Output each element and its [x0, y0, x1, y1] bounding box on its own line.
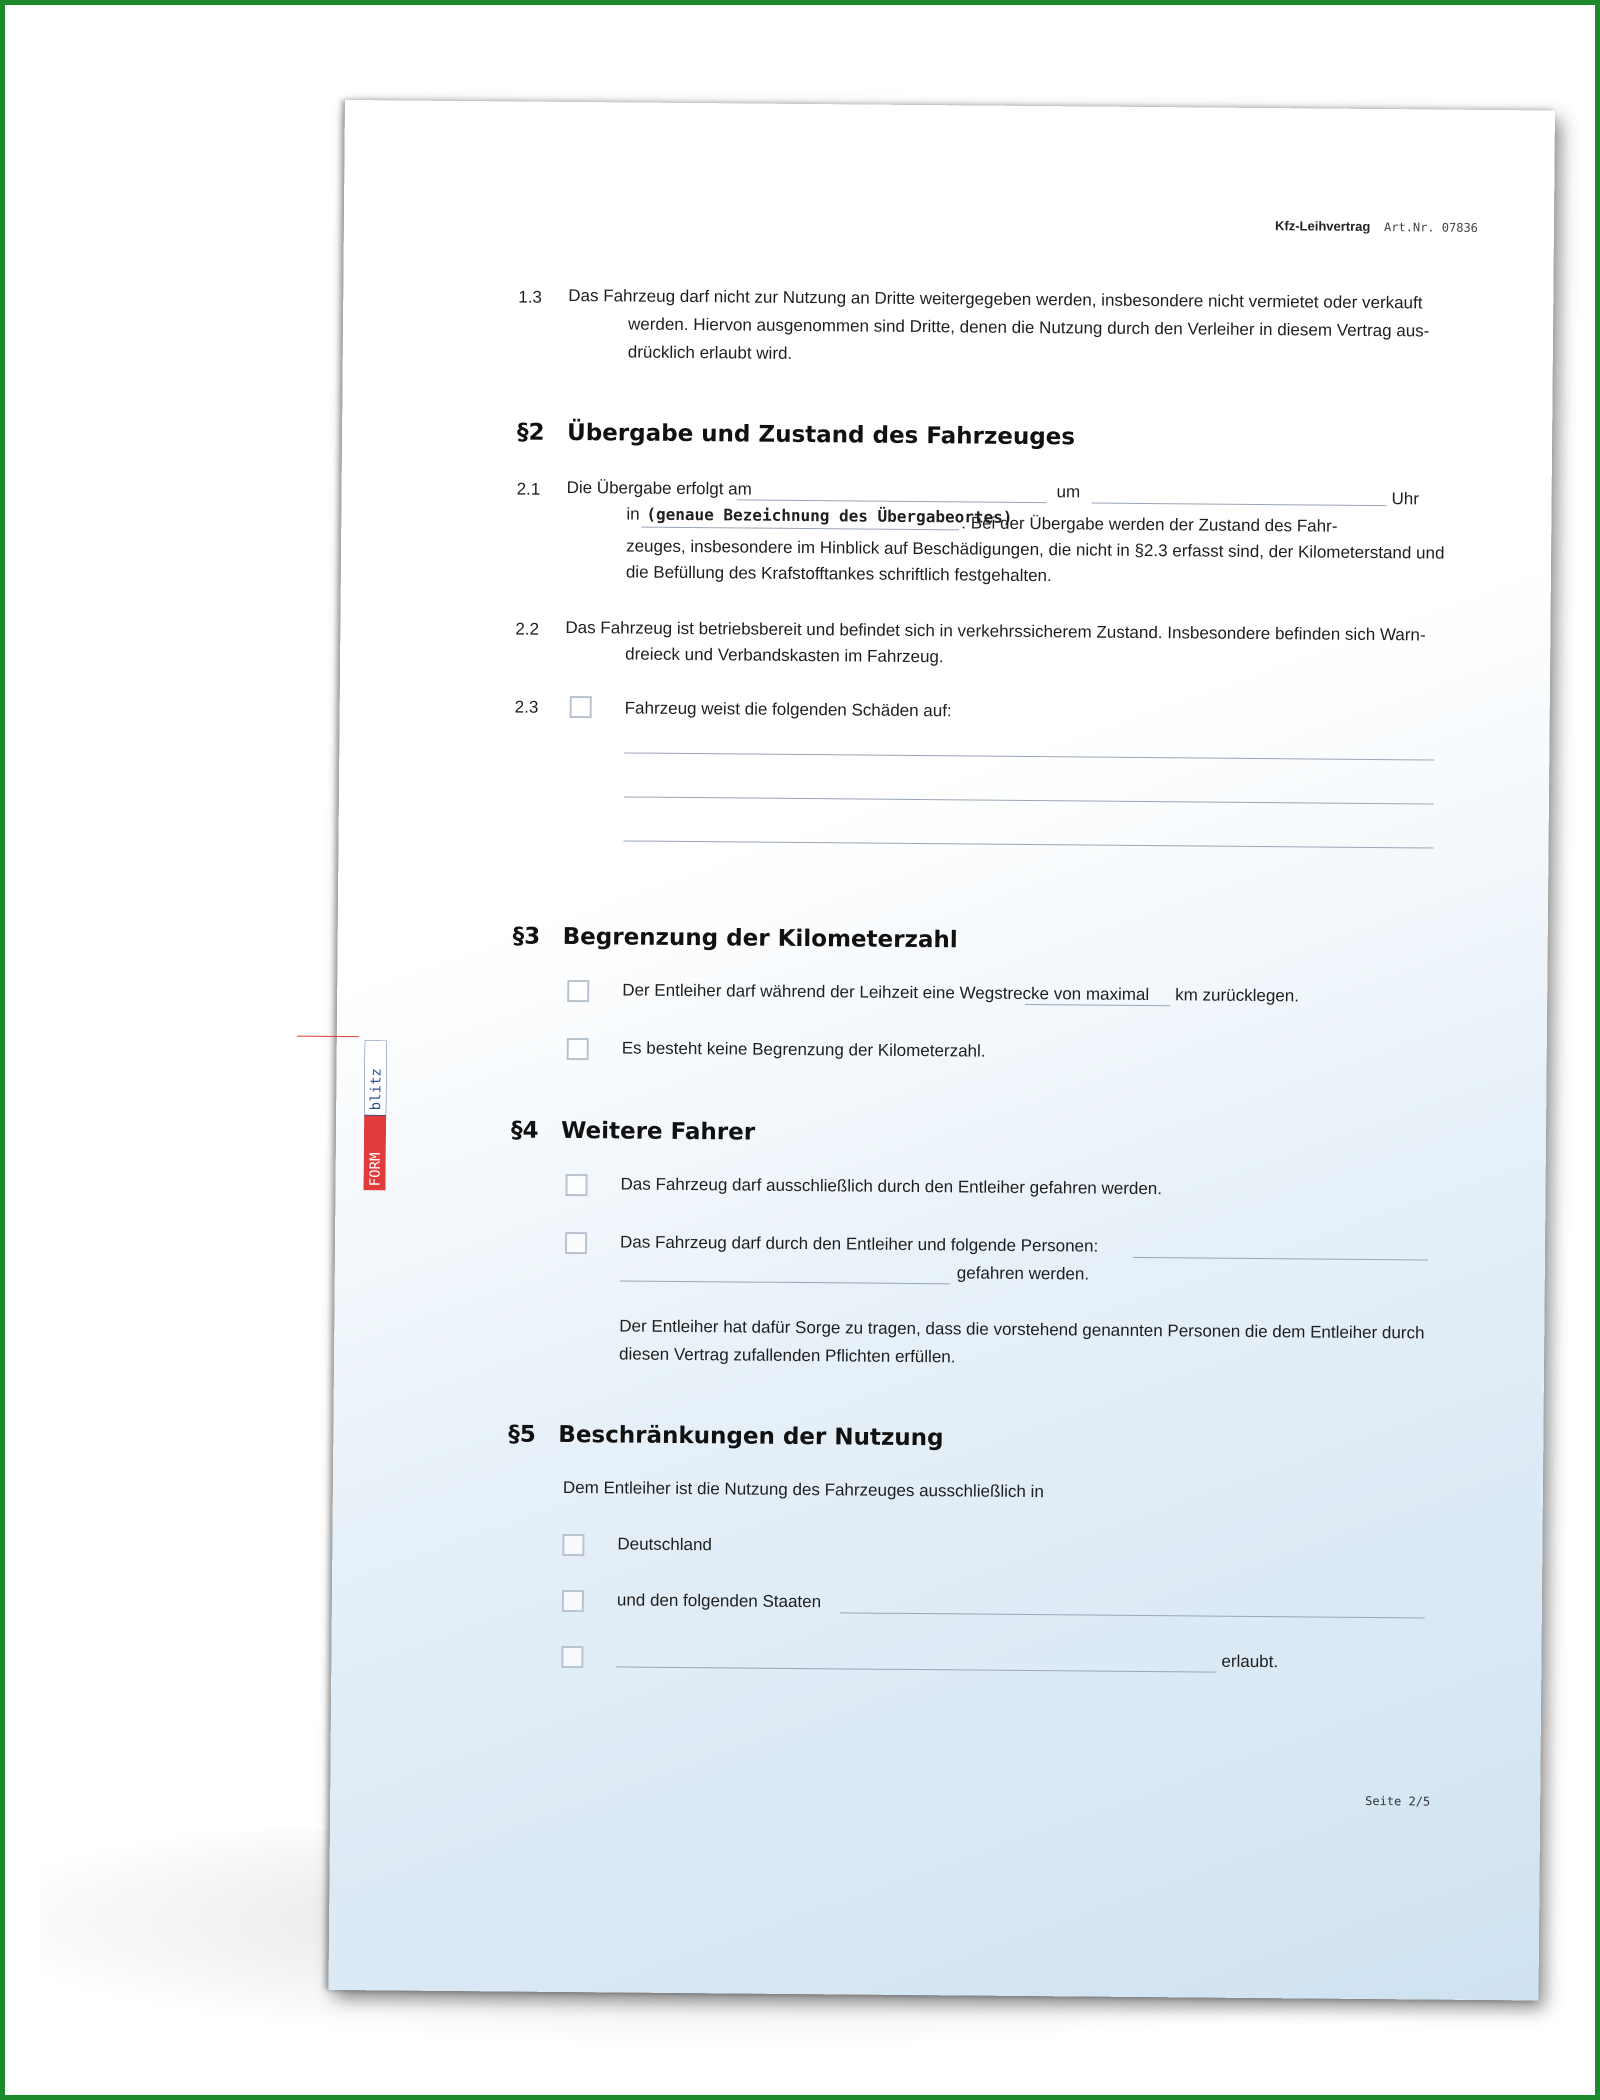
clause-text: zeuges, insbesondere im Hinblick auf Beschädigungen, die nicht in §2.3 erfasst sind, der Kilometerstand und [626, 536, 1445, 563]
document-page [329, 100, 1555, 2000]
damage-checkbox[interactable] [570, 696, 592, 718]
extra-states-checkbox[interactable] [561, 1646, 583, 1668]
clause-text: Fahrzeug weist die folgenden Schäden auf: [624, 698, 952, 721]
option-text: Der Entleiher darf während der Leihzeit eine Wegstrecke von maximal [622, 980, 1150, 1005]
damage-line-3[interactable] [624, 840, 1434, 848]
logo-form-text: FORM [367, 1152, 384, 1187]
damage-line-1[interactable] [624, 752, 1434, 760]
germany-checkbox[interactable] [562, 1534, 584, 1556]
section-heading [513, 923, 958, 953]
other-states-field-2[interactable] [616, 1666, 1216, 1672]
document-header [1275, 218, 1478, 235]
section-heading [508, 1421, 943, 1451]
section-heading [517, 420, 1075, 451]
clause-text: Das Fahrzeug darf nicht zur Nutzung an Dritte weitergegeben werden, insbesondere nicht vermietet oder verkauft [568, 285, 1423, 313]
note-text: diesen Vertrag zufallenden Pflichten erfüllen. [618, 1344, 956, 1367]
page-number: Seite 2/5 [1365, 1793, 1431, 1809]
other-states-field-1[interactable] [840, 1612, 1425, 1618]
clause-text: drücklich erlaubt wird. [627, 342, 793, 363]
logo-blitz-text: blitz [368, 1068, 385, 1111]
option-text: Das Fahrzeug darf durch den Entleiher und folgende Personen: [619, 1232, 1099, 1256]
formblitz-logo [363, 1040, 386, 1190]
section-number: §4 [510, 1117, 539, 1144]
option-text: Es besteht keine Begrenzung der Kilometerzahl. [621, 1038, 986, 1061]
option-text: km zurücklegen. [1175, 985, 1300, 1006]
document-name: Kfz-Leihvertrag [1274, 218, 1371, 234]
clause-number: 2.3 [514, 697, 539, 717]
clause-text: um [1056, 482, 1081, 502]
clause-text: Uhr [1391, 489, 1420, 509]
intro-text: Dem Entleiher ist die Nutzung des Fahrzeuges ausschließlich in [562, 1477, 1044, 1502]
clause-text: Die Übergabe erfolgt am [566, 477, 752, 499]
option-text: Das Fahrzeug darf ausschließlich durch den Entleiher gefahren werden. [620, 1174, 1163, 1199]
clause-number: 2.1 [516, 479, 541, 499]
section-heading [511, 1117, 755, 1145]
additional-drivers-field-2[interactable] [620, 1280, 950, 1284]
clause-text: die Befüllung des Krafstofftankes schriftlich festgehalten. [625, 562, 1052, 586]
option-text: Deutschland [617, 1534, 713, 1555]
option-text: gefahren werden. [956, 1263, 1090, 1284]
damage-line-2[interactable] [624, 796, 1434, 804]
no-km-limit-checkbox[interactable] [567, 1038, 589, 1060]
option-text: und den folgenden Staaten [616, 1590, 822, 1612]
section-number: §3 [512, 923, 541, 950]
additional-drivers-field-1[interactable] [1133, 1257, 1428, 1261]
article-number: Art.Nr. 07836 [1383, 220, 1478, 235]
clause-text: Das Fahrzeug ist betriebsbereit und befindet sich in verkehrssicherem Zustand. Insbesondere befinden sich Warn- [565, 617, 1426, 645]
section-title: Begrenzung der Kilometerzahl [562, 923, 958, 954]
km-limit-checkbox[interactable] [567, 980, 589, 1002]
section-title: Beschränkungen der Nutzung [558, 1421, 944, 1452]
clause-text: in [626, 504, 640, 524]
section-number: §5 [508, 1421, 536, 1448]
clause-number: 2.2 [515, 619, 540, 639]
section-number: §2 [516, 419, 545, 446]
clause-text: . Bei der Übergabe werden der Zustand des Fahr- [961, 513, 1338, 536]
additional-drivers-checkbox[interactable] [565, 1232, 587, 1254]
clause-text: dreieck und Verbandskasten im Fahrzeug. [625, 644, 944, 667]
section-title: Weitere Fahrer [560, 1117, 756, 1146]
section-title: Übergabe und Zustand des Fahrzeuges [566, 419, 1076, 451]
clause-text: werden. Hiervon ausgenommen sind Dritte, denen die Nutzung durch den Verleiher in diesem Vertrag aus- [627, 314, 1430, 341]
only-borrower-checkbox[interactable] [565, 1174, 587, 1196]
handover-location-placeholder[interactable]: (genaue Bezeichnung des Übergabeortes) [646, 504, 1013, 527]
option-text: erlaubt. [1221, 1651, 1279, 1672]
note-text: Der Entleiher hat dafür Sorge zu tragen, dass die vorstehend genannten Personen die dem Entleiher durch [619, 1316, 1425, 1343]
time-field[interactable] [1092, 503, 1387, 507]
other-states-checkbox[interactable] [562, 1590, 584, 1612]
clause-number: 1.3 [518, 287, 543, 307]
